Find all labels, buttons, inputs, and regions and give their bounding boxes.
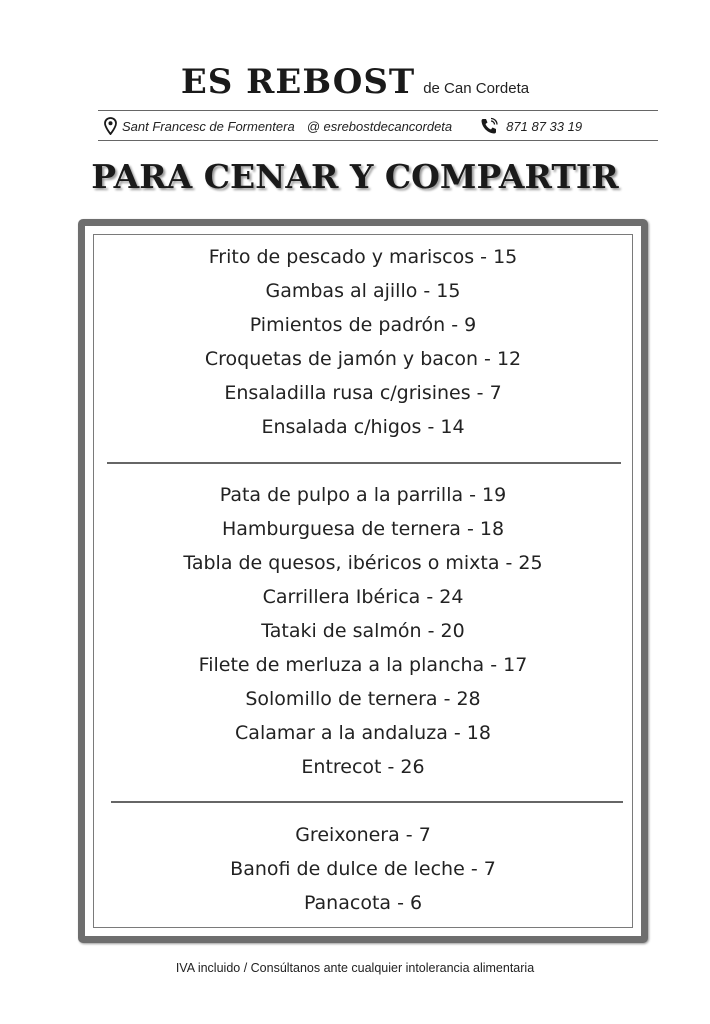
- menu-item: Tataki de salmón - 20: [261, 620, 465, 642]
- menu-item: Banofi de dulce de leche - 7: [230, 858, 496, 880]
- menu-item: Ensalada c/higos - 14: [261, 416, 465, 438]
- menu-item: Filete de merluza a la plancha - 17: [198, 654, 528, 676]
- menu-item: Frito de pescado y mariscos - 15: [208, 246, 518, 268]
- phone-icon: [480, 117, 500, 135]
- menu-item: Solomillo de ternera - 28: [245, 688, 481, 710]
- menu-item: Pata de pulpo a la parrilla - 19: [219, 484, 507, 506]
- menu-item: Calamar a la andaluza - 18: [235, 722, 491, 744]
- menu-frame: [78, 219, 648, 943]
- menu-section-starters: [85, 240, 641, 444]
- menu-item: Carrillera Ibérica - 24: [262, 586, 464, 608]
- section-divider: [111, 801, 623, 803]
- menu-item: Entrecot - 26: [301, 756, 425, 778]
- menu-item: Hamburguesa de ternera - 18: [221, 518, 505, 540]
- page-title: PARA CENAR Y COMPARTIR: [91, 157, 619, 196]
- brand-name: ES REBOST: [180, 62, 416, 102]
- header-rule-top: [98, 110, 658, 111]
- menu-section-desserts: [85, 818, 641, 920]
- contact-bar: [104, 115, 624, 137]
- menu-item: Gambas al ajillo - 15: [265, 280, 461, 302]
- location-pin-icon: [104, 117, 117, 135]
- menu-item: Ensaladilla rusa c/grisines - 7: [224, 382, 502, 404]
- location-text: Sant Francesc de Formentera: [122, 118, 295, 134]
- menu-section-mains: [85, 478, 641, 784]
- brand-subtitle: de Can Cordeta: [423, 80, 530, 97]
- footer-note: IVA incluido / Consúltanos ante cualquier intolerancia alimentaria: [175, 961, 535, 975]
- header-rule-bottom: [98, 140, 658, 141]
- instagram-handle: @ esrebostdecancordeta: [306, 118, 453, 134]
- menu-item: Panacota - 6: [303, 892, 423, 914]
- menu-item: Tabla de quesos, ibéricos o mixta - 25: [183, 552, 543, 574]
- menu-item: Greixonera - 7: [295, 824, 431, 846]
- menu-item: Pimientos de padrón - 9: [249, 314, 477, 336]
- menu-item: Croquetas de jamón y bacon - 12: [204, 348, 522, 370]
- brand-header: [0, 62, 710, 102]
- phone-number: 871 87 33 19: [506, 118, 583, 134]
- section-divider: [107, 462, 621, 464]
